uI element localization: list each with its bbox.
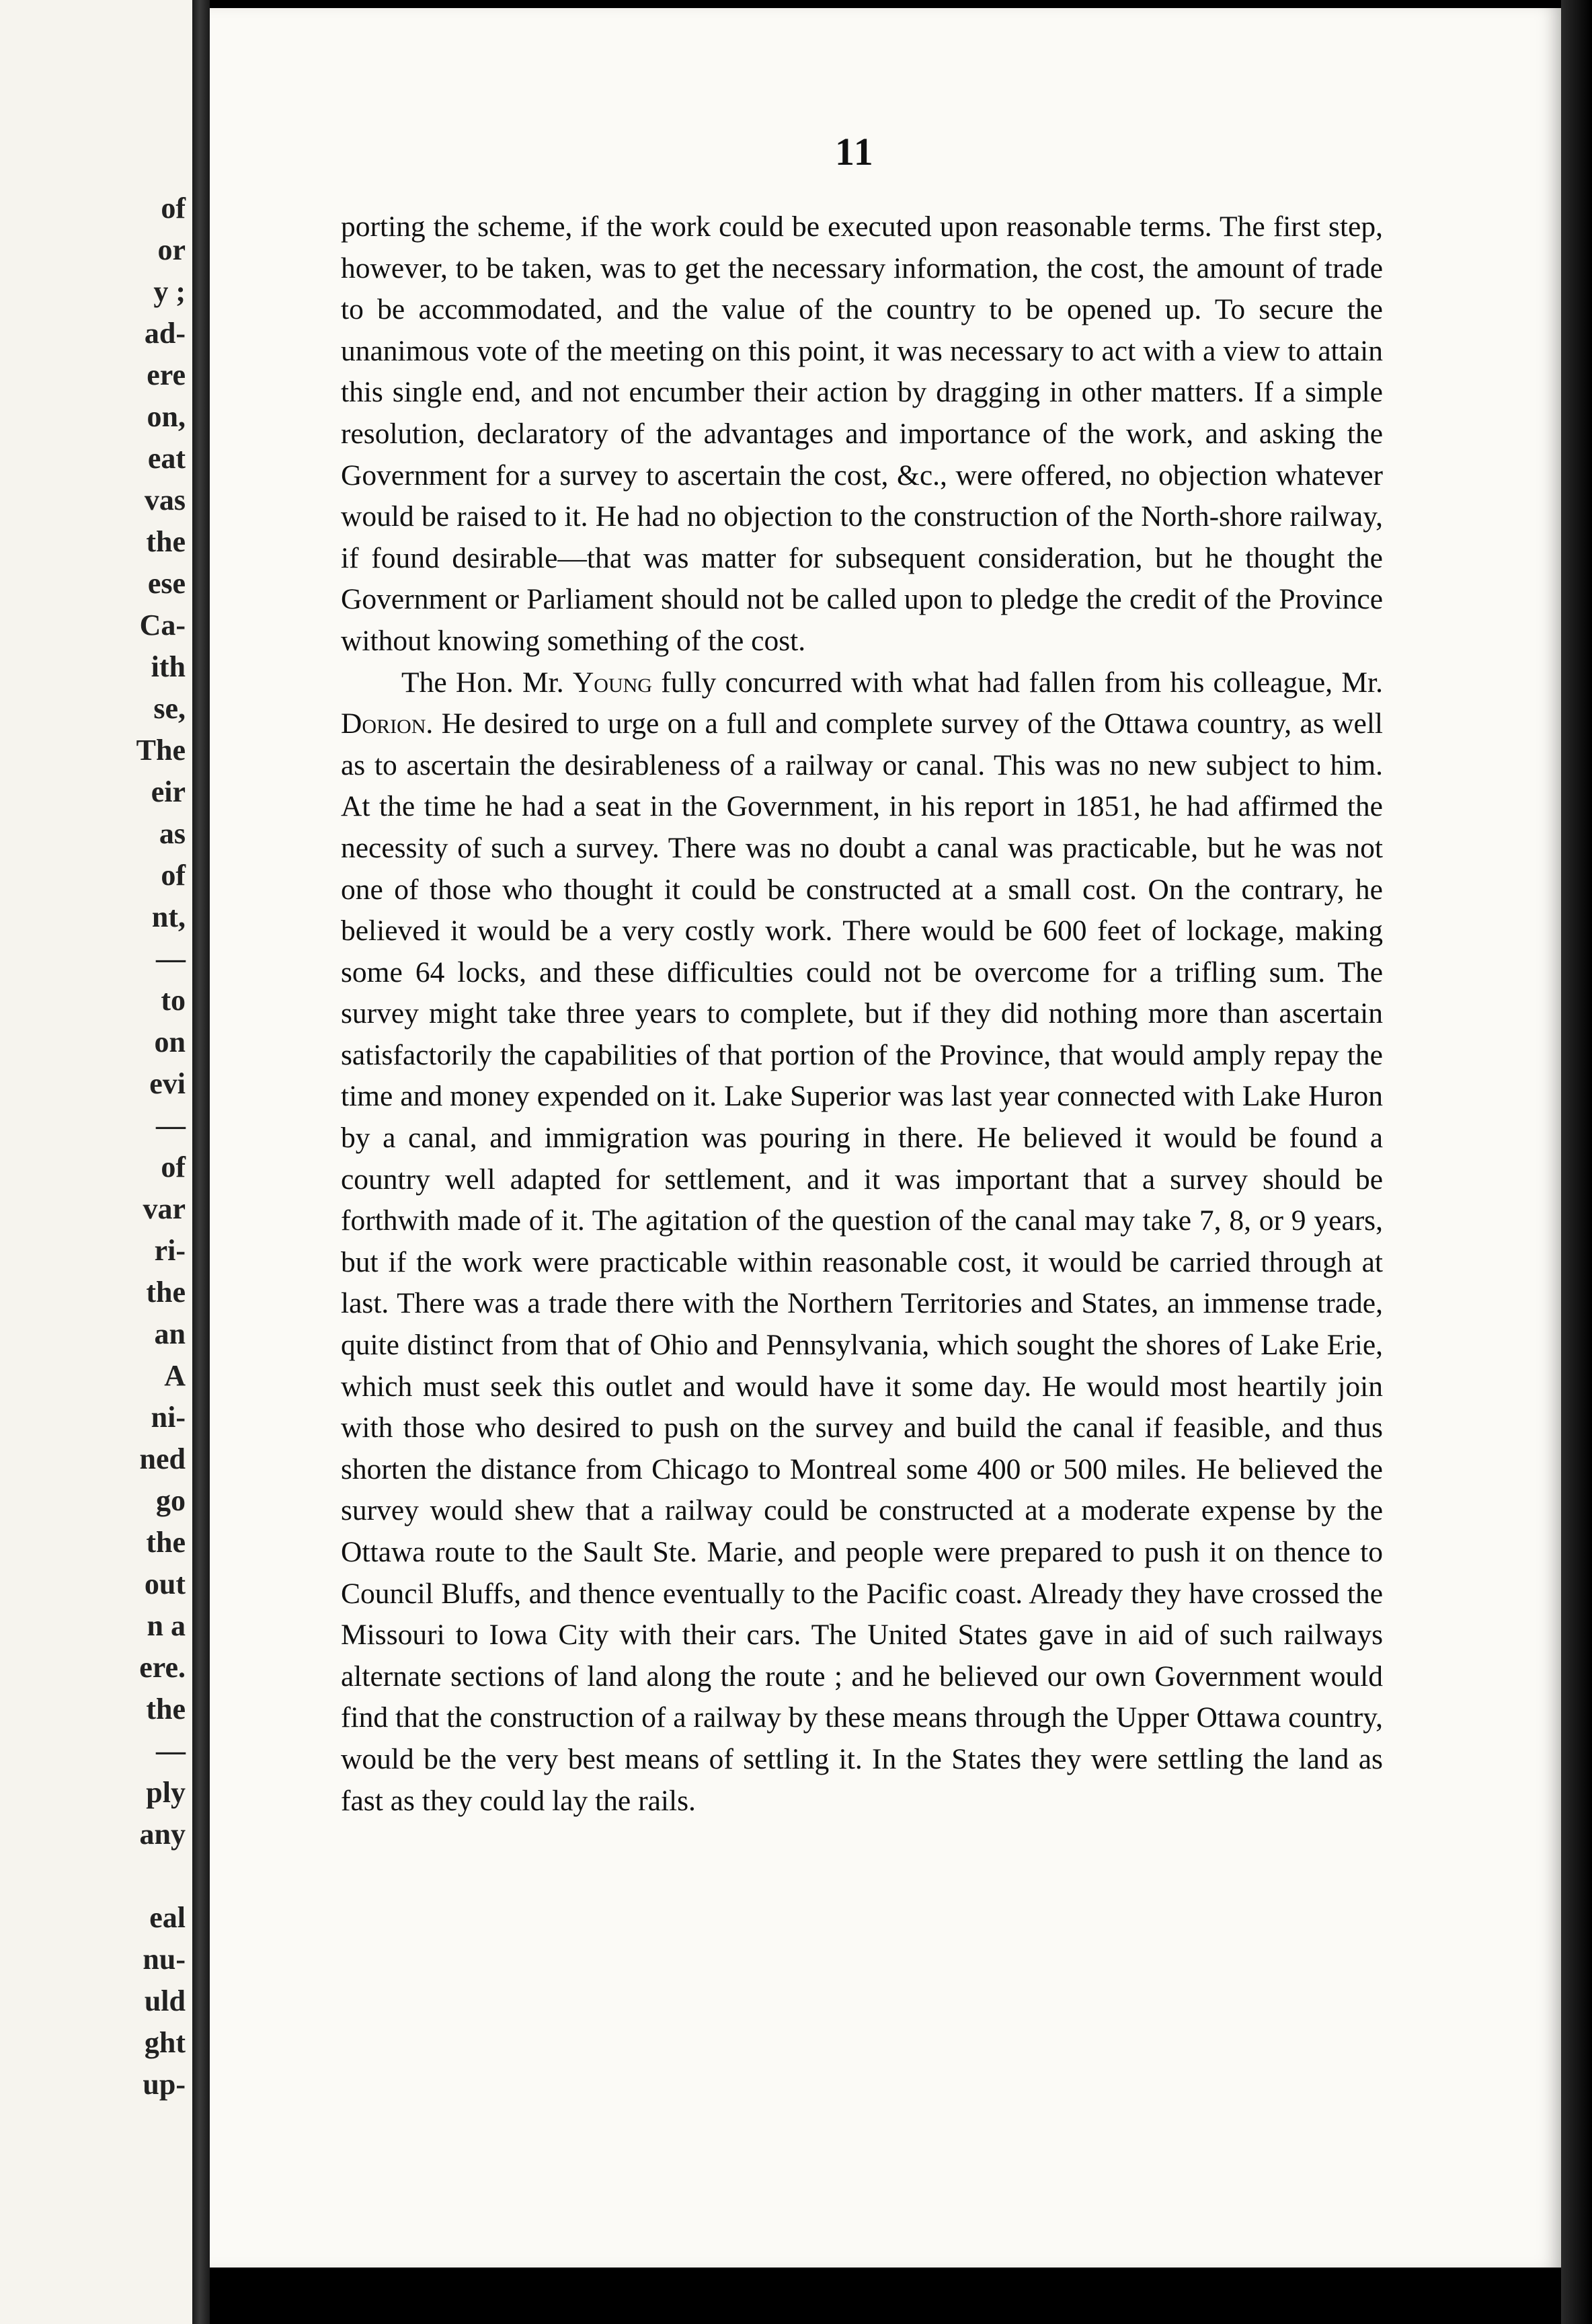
facing-page-line: — (156, 1109, 186, 1142)
facing-page-line: eal (149, 1901, 186, 1934)
facing-page-line: — (156, 942, 186, 975)
page-gutter (192, 0, 210, 2324)
facing-page-line: vas (144, 483, 186, 516)
page-number: 11 (835, 130, 875, 173)
facing-page-line: The (136, 734, 186, 767)
facing-page-line: ese (147, 567, 186, 600)
facing-page-line: on, (147, 400, 186, 433)
facing-page-line: of (161, 192, 186, 225)
facing-page-line: n a (147, 1609, 186, 1642)
facing-page-line: the (146, 525, 186, 558)
name-dorion: Dorion (341, 707, 426, 740)
facing-page-line: — (156, 1734, 186, 1767)
facing-page-line: up- (143, 2068, 186, 2101)
facing-page-line: eir (151, 775, 186, 808)
facing-page-line: uld (144, 1984, 186, 2017)
facing-page-line: ere. (139, 1651, 186, 1684)
facing-page-fragment (0, 0, 192, 2324)
paragraph-1: porting the scheme, if the work could be executed upon reasonable terms. The first step, however, to be taken, was to get the necessary information, the cost, the amount of trade to be accommodated, and the value of the country to be opened up. To secure the unanimous vote of the meeting on this point, it was necessary to act with a view to attain this single end, and not encumber their action by dragging in other matters. If a simple resolution, declaratory of the advantages and importance of the work, and asking the Government for a survey to ascertain the cost, &c., were offered, no objection whatever would be raised to it. He had no objection to the construction of the North-shore railway, if found desirable—that was matter for subsequent consideration, but he thought the Government or Parliament should not be called upon to pledge the credit of the Province without knowing something of the cost. (341, 210, 1383, 657)
facing-page-line: to (161, 984, 186, 1017)
facing-page-line: or (157, 233, 186, 266)
facing-page-line: evi (149, 1067, 186, 1100)
paragraph-2-rest: . He desired to urge on a full and complete survey of the Ottawa country, as well as to ascertain the desirableness of a railway or canal. This was no new subject to him. At the time he had a seat in the Government, in his report in 1851, he had affirmed the necessity of such a survey. There was no doubt a canal was practicable, but he was not one of those who thought it could be constructed at a small cost. On the contrary, he believed it would be a very costly work. There would be 600 feet of lockage, making some 64 locks, and these difficulties could not be overcome for a trifling sum. The survey might take three years to complete, but if they did nothing more than ascertain satisfactorily the capabilities of that portion of the Province, that would amply repay the time and money expended on it. Lake Superior was last year connected with Lake Huron by a canal, and immigration was pouring in there. He believed it would be found a country well adapted for settlement, and it was important that a survey should be forthwith made of it. The agitation of the question of the canal may take 7, 8, or 9 years, but if the work were practicable within reasonable cost, it would be carried through at last. There was a trade there with the Northern Territories and States, an immense trade, quite distinct from that of Ohio and Pennsylvania, which sought the shores of Lake Erie, which must seek this outlet and would have it some day. He would most heartily join with those who desired to push on the survey and build the canal if feasible, and thus shorten the distance from Chicago to Montreal some 400 or 500 miles. He believed the survey would shew that a railway could be constructed at a moderate expense by the Ottawa route to the Sault Ste. Marie, and people were prepared to push it on thence to Council Bluffs, and thence eventually to the Pacific coast. Already they have crossed the Missouri to Iowa City with their cars. The United States gave in aid of such railways alternate sections of land along the route ; and he believed our own Government would find that the construction of a railway by these means through the Upper Ottawa country, would be the very best means of settling it. In the States they were settling the land as fast as they could lay the rails. (341, 707, 1383, 1817)
paragraph-2-mid: fully concurred with what had fallen from his colleague, Mr. (651, 666, 1383, 699)
facing-page-line: as (159, 817, 186, 850)
paragraph-2-lead: The Hon. Mr. (401, 666, 573, 699)
facing-page-line: ni- (151, 1401, 186, 1434)
facing-page-line: the (146, 1693, 186, 1726)
facing-page-line: ned (139, 1442, 186, 1475)
body-text (341, 206, 1383, 1822)
facing-page-line: ith (151, 650, 186, 683)
facing-page-line: se, (153, 692, 186, 725)
facing-page-line: ply (146, 1776, 186, 1809)
facing-page-line: nu- (143, 1943, 186, 1976)
facing-page-line: ad- (144, 317, 186, 350)
facing-page-line: the (146, 1276, 186, 1309)
facing-page-line: on (154, 1025, 186, 1058)
facing-page-line: A (164, 1359, 186, 1392)
facing-page-line: out (144, 1567, 186, 1600)
paragraph-2 (341, 662, 1383, 1822)
facing-page-line: eat (147, 442, 186, 475)
document-page (210, 8, 1561, 2268)
facing-page-line: the (146, 1526, 186, 1559)
facing-page-line: ri- (154, 1234, 186, 1267)
facing-page-line: of (161, 859, 186, 892)
facing-page-line: an (154, 1317, 186, 1350)
facing-page-line: go (156, 1484, 186, 1517)
name-young: Young (572, 666, 652, 699)
facing-page-line: y ; (153, 275, 186, 308)
facing-page-line: nt, (151, 900, 186, 933)
facing-page-line: ght (144, 2026, 186, 2059)
facing-page-line: any (139, 1818, 186, 1851)
facing-page-line: ere (147, 358, 186, 391)
facing-page-line: var (143, 1192, 186, 1225)
facing-page-line: of (161, 1151, 186, 1184)
page-edge-shadow (1561, 0, 1592, 2324)
facing-page-line: Ca- (139, 609, 186, 642)
